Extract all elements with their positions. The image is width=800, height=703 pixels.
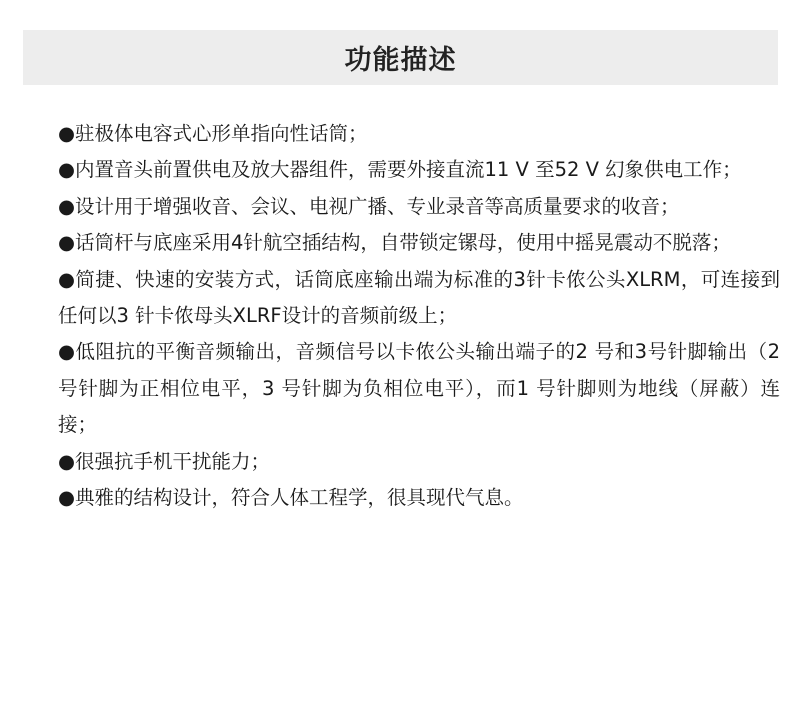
feature-item: ●简捷、快速的安装方式，话筒底座输出端为标准的3针卡侬公头XLRM，可连接到任何以3 针卡侬母头XLRF设计的音频前级上； (58, 267, 780, 328)
feature-item: ●很强抗手机干扰能力； (58, 449, 271, 473)
feature-item: ●典雅的结构设计，符合人体工程学，很具现代气息。 (58, 486, 524, 510)
feature-item: ●驻极体电容式心形单指向性话筒； (58, 122, 368, 145)
feature-item: ●低阻抗的平衡音频输出，音频信号以卡侬公头输出端子的2 号和3号针脚输出（2 号针脚为正相位电平，3 号针脚为负相位电平），而1 号针脚则为地线（屏蔽）连接； (58, 340, 780, 437)
feature-list (58, 116, 780, 516)
feature-item: ●内置音头前置供电及放大器组件，需要外接直流11 V 至52 V 幻象供电工作； (58, 158, 742, 182)
feature-item: ●话筒杆与底座采用4针航空插结构，自带锁定镙母，使用中摇晃震动不脱落； (58, 231, 731, 255)
feature-item: ●设计用于增强收音、会议、电视广播、专业录音等高质量要求的收音； (58, 194, 680, 218)
section-title: 功能描述 (344, 45, 457, 76)
section-header (23, 30, 778, 85)
